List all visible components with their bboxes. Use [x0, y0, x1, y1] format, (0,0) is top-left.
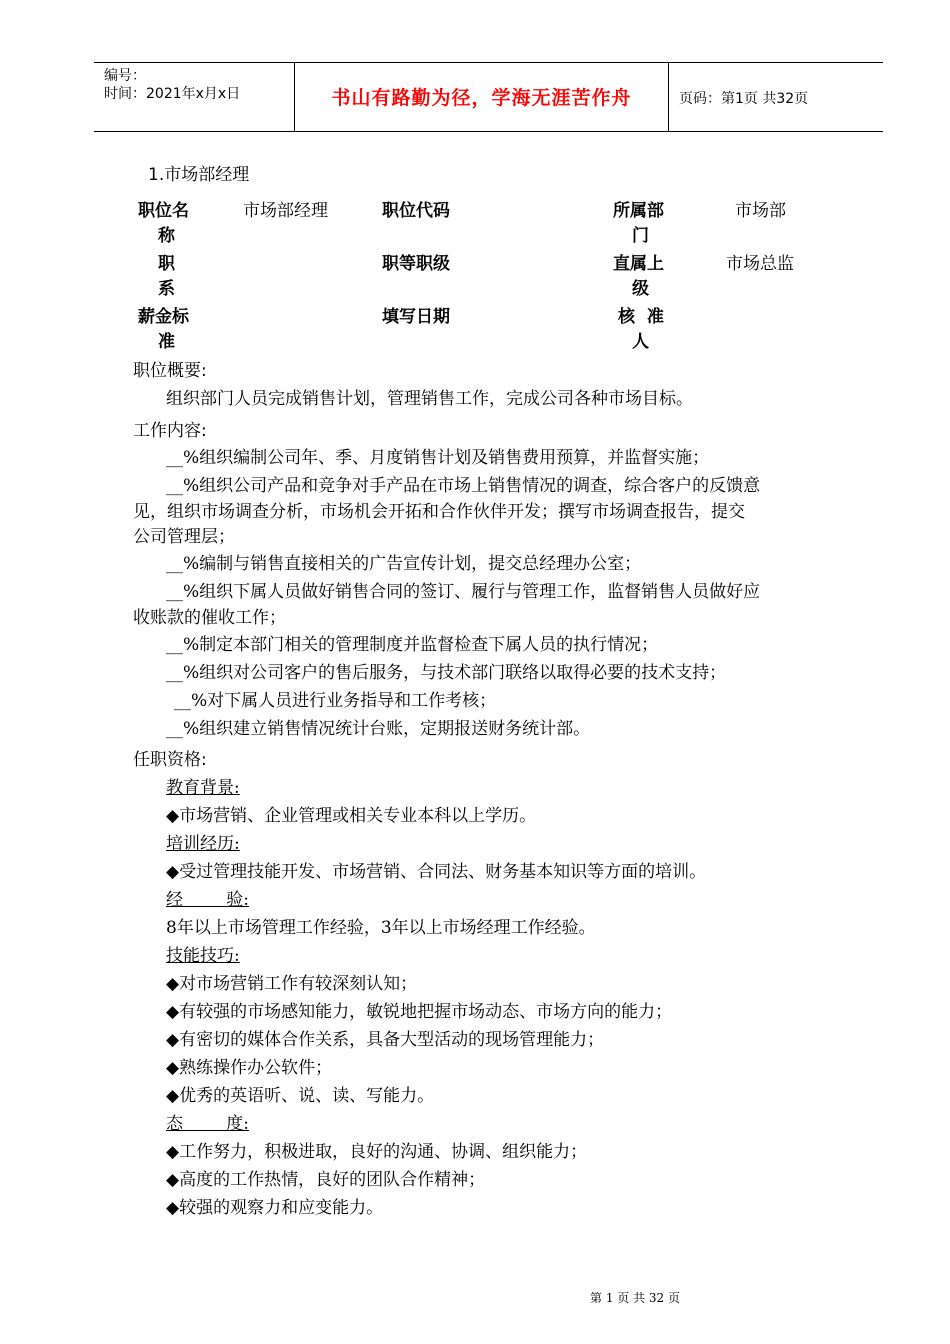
label-approver-cont: 人 [632, 332, 649, 352]
value-position-name: 市场部经理 [243, 201, 328, 221]
duty-item: __%制定本部门相关的管理制度并监督检查下属人员的执行情况； [166, 635, 659, 655]
label-department: 所属部 [613, 201, 664, 221]
duty-item-cont: 公司管理层； [133, 527, 235, 547]
duty-item-cont: 收账款的催收工作； [133, 608, 286, 628]
header-divider [668, 63, 669, 131]
header-page-number: 页码：第1页 共32页 [679, 91, 809, 107]
label-series-cont: 系 [158, 279, 175, 299]
experience-item: 8年以上市场管理工作经验，3年以上市场经理工作经验。 [166, 918, 596, 938]
skills-item: ◆有较强的市场感知能力，敏锐地把握市场动态、市场方向的能力； [166, 1002, 673, 1022]
attitude-item: ◆较强的观察力和应变能力。 [166, 1198, 384, 1218]
label-salary-cont: 准 [158, 332, 175, 352]
page-footer: 第 1 页 共 32 页 [590, 1291, 680, 1305]
qualifications-heading: 任职资格: [133, 750, 207, 770]
attitude-item: ◆工作努力，积极进取，良好的沟通、协调、组织能力； [166, 1142, 588, 1162]
duty-item: __%对下属人员进行业务指导和工作考核； [174, 691, 497, 711]
skills-item: ◆优秀的英语听、说、读、写能力。 [166, 1086, 435, 1106]
page-header [94, 62, 883, 132]
duty-item: __%编制与销售直接相关的广告宣传计划，提交总经理办公室； [166, 554, 642, 574]
education-title: 教育背景: [166, 778, 240, 798]
label-grade: 职等职级 [382, 254, 450, 274]
attitude-item: ◆高度的工作热情，良好的团队合作精神； [166, 1170, 486, 1190]
header-meta [104, 67, 240, 103]
training-item: ◆受过管理技能开发、市场营销、合同法、财务基本知识等方面的培训。 [166, 862, 707, 882]
label-salary: 薪金标 [138, 307, 189, 327]
skills-item: ◆熟练操作办公软件； [166, 1058, 333, 1078]
training-title: 培训经历: [166, 834, 240, 854]
label-superior: 直属上 [613, 254, 664, 274]
duty-item: __%组织建立销售情况统计台账，定期报送财务统计部。 [166, 719, 591, 739]
attitude-title: 态 度: [166, 1114, 249, 1134]
document-time: 时间：2021年x月x日 [104, 86, 241, 102]
summary-text: 组织部门人员完成销售计划，管理销售工作，完成公司各种市场目标。 [166, 389, 693, 409]
education-item: ◆市场营销、企业管理或相关专业本科以上学历。 [166, 806, 537, 826]
skills-title: 技能技巧: [166, 946, 240, 966]
value-superior: 市场总监 [726, 254, 794, 274]
label-position-name-cont: 称 [158, 226, 175, 246]
duty-item-cont: 见，组织市场调查分析，市场机会开拓和合作伙伴开发；撰写市场调查报告，提交 [133, 502, 745, 522]
label-position-name: 职位名 [138, 201, 189, 221]
document-number: 编号： [104, 68, 146, 84]
label-position-code: 职位代码 [382, 201, 450, 221]
skills-item: ◆有密切的媒体合作关系，具备大型活动的现场管理能力； [166, 1030, 605, 1050]
label-superior-cont: 级 [632, 279, 649, 299]
duty-item: __%组织对公司客户的售后服务，与技术部门联络以取得必要的技术支持； [166, 663, 727, 683]
summary-heading: 职位概要: [133, 361, 207, 381]
duties-heading: 工作内容: [133, 421, 207, 441]
label-department-cont: 门 [632, 226, 649, 246]
experience-title: 经 验: [166, 890, 249, 910]
skills-item: ◆对市场营销工作有较深刻认知； [166, 974, 418, 994]
label-series: 职 [158, 254, 175, 274]
header-motto: 书山有路勤为径，学海无涯苦作舟 [331, 87, 632, 109]
duty-item: __%组织编制公司年、季、月度销售计划及销售费用预算，并监督实施； [166, 448, 710, 468]
value-department: 市场部 [735, 201, 786, 221]
label-fill-date: 填写日期 [382, 307, 450, 327]
duty-item: __%组织下属人员做好销售合同的签订、履行与管理工作，监督销售人员做好应 [166, 582, 761, 602]
label-approver: 核 准 [618, 307, 664, 327]
duty-item: __%组织公司产品和竞争对手产品在市场上销售情况的调查，综合客户的反馈意 [166, 476, 761, 496]
section-title: 1.市场部经理 [148, 165, 250, 185]
